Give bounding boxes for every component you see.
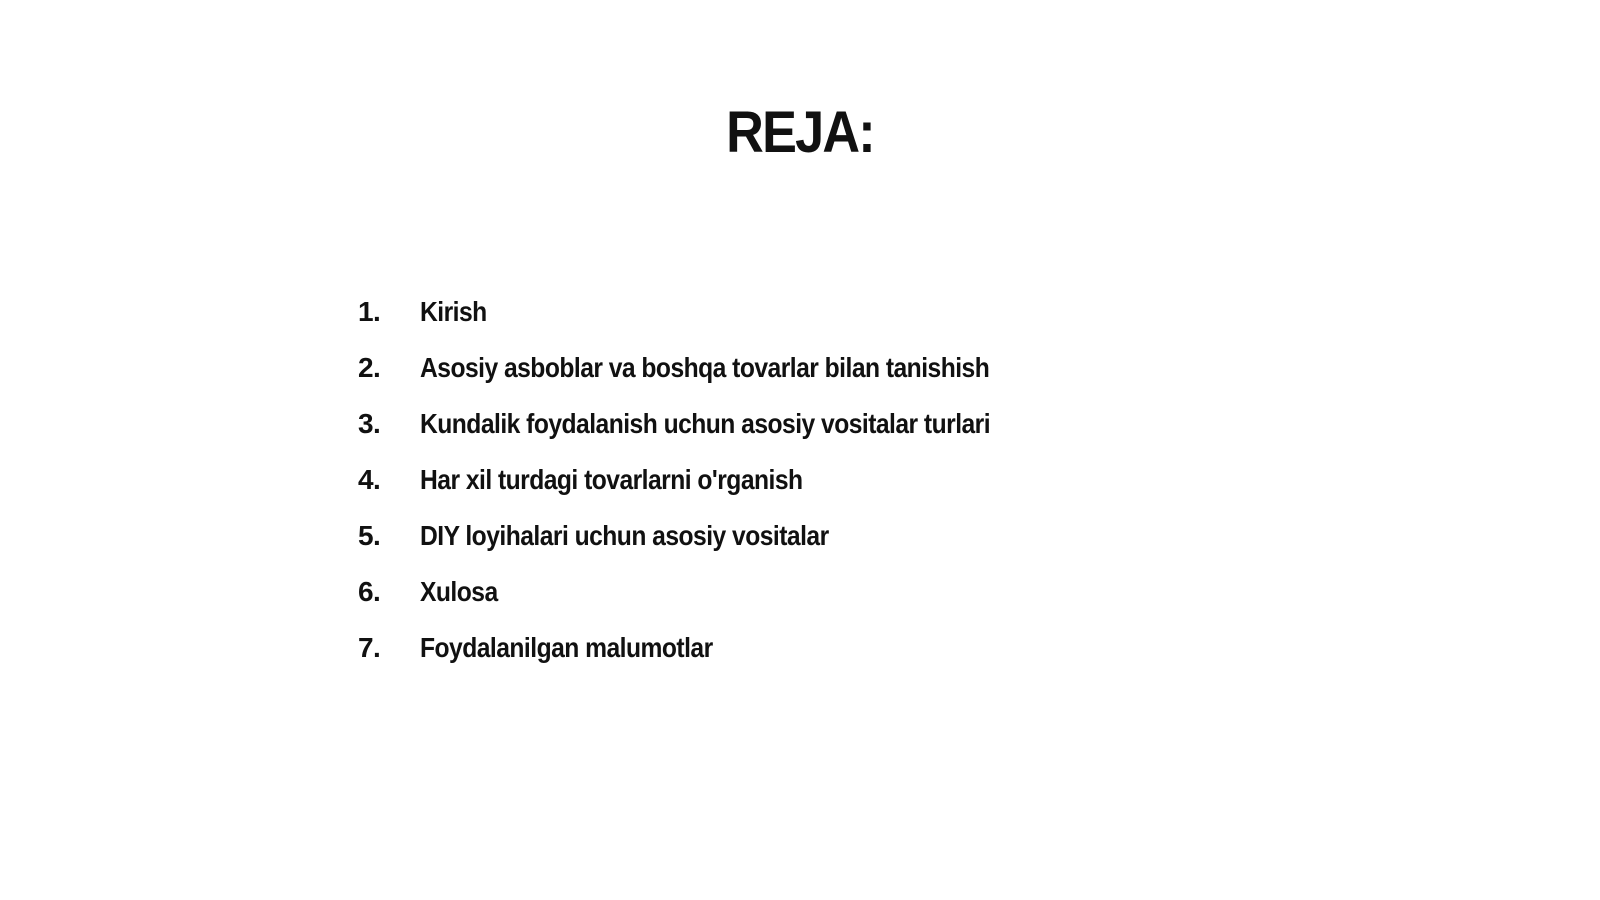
plan-item-1 — [358, 284, 1068, 340]
plan-item-6 — [358, 564, 1068, 620]
plan-item-number: 4. — [358, 464, 381, 495]
plan-item-5 — [358, 508, 1068, 564]
plan-item-text: DIY loyihalari uchun asosiy vositalar — [420, 520, 829, 551]
plan-item-text: Kirish — [420, 296, 487, 327]
plan-item-2 — [358, 340, 1068, 396]
plan-item-4 — [358, 452, 1068, 508]
plan-item-number: 3. — [358, 408, 381, 439]
slide-title: REJA: — [726, 100, 874, 165]
plan-item-number: 2. — [358, 352, 381, 383]
plan-item-number: 6. — [358, 576, 381, 607]
plan-item-text: Foydalanilgan malumotlar — [420, 632, 713, 663]
plan-item-number: 5. — [358, 520, 381, 551]
plan-item-text: Kundalik foydalanish uchun asosiy vositalar turlari — [420, 408, 991, 439]
plan-item-7 — [358, 620, 1068, 676]
plan-item-number: 7. — [358, 632, 381, 663]
plan-item-text: Xulosa — [420, 576, 498, 607]
plan-list — [358, 284, 1068, 676]
plan-item-number: 1. — [358, 296, 381, 327]
plan-item-text: Har xil turdagi tovarlarni o'rganish — [420, 464, 803, 495]
plan-item-text: Asosiy asboblar va boshqa tovarlar bilan tanishish — [420, 352, 990, 383]
plan-item-3 — [358, 396, 1068, 452]
